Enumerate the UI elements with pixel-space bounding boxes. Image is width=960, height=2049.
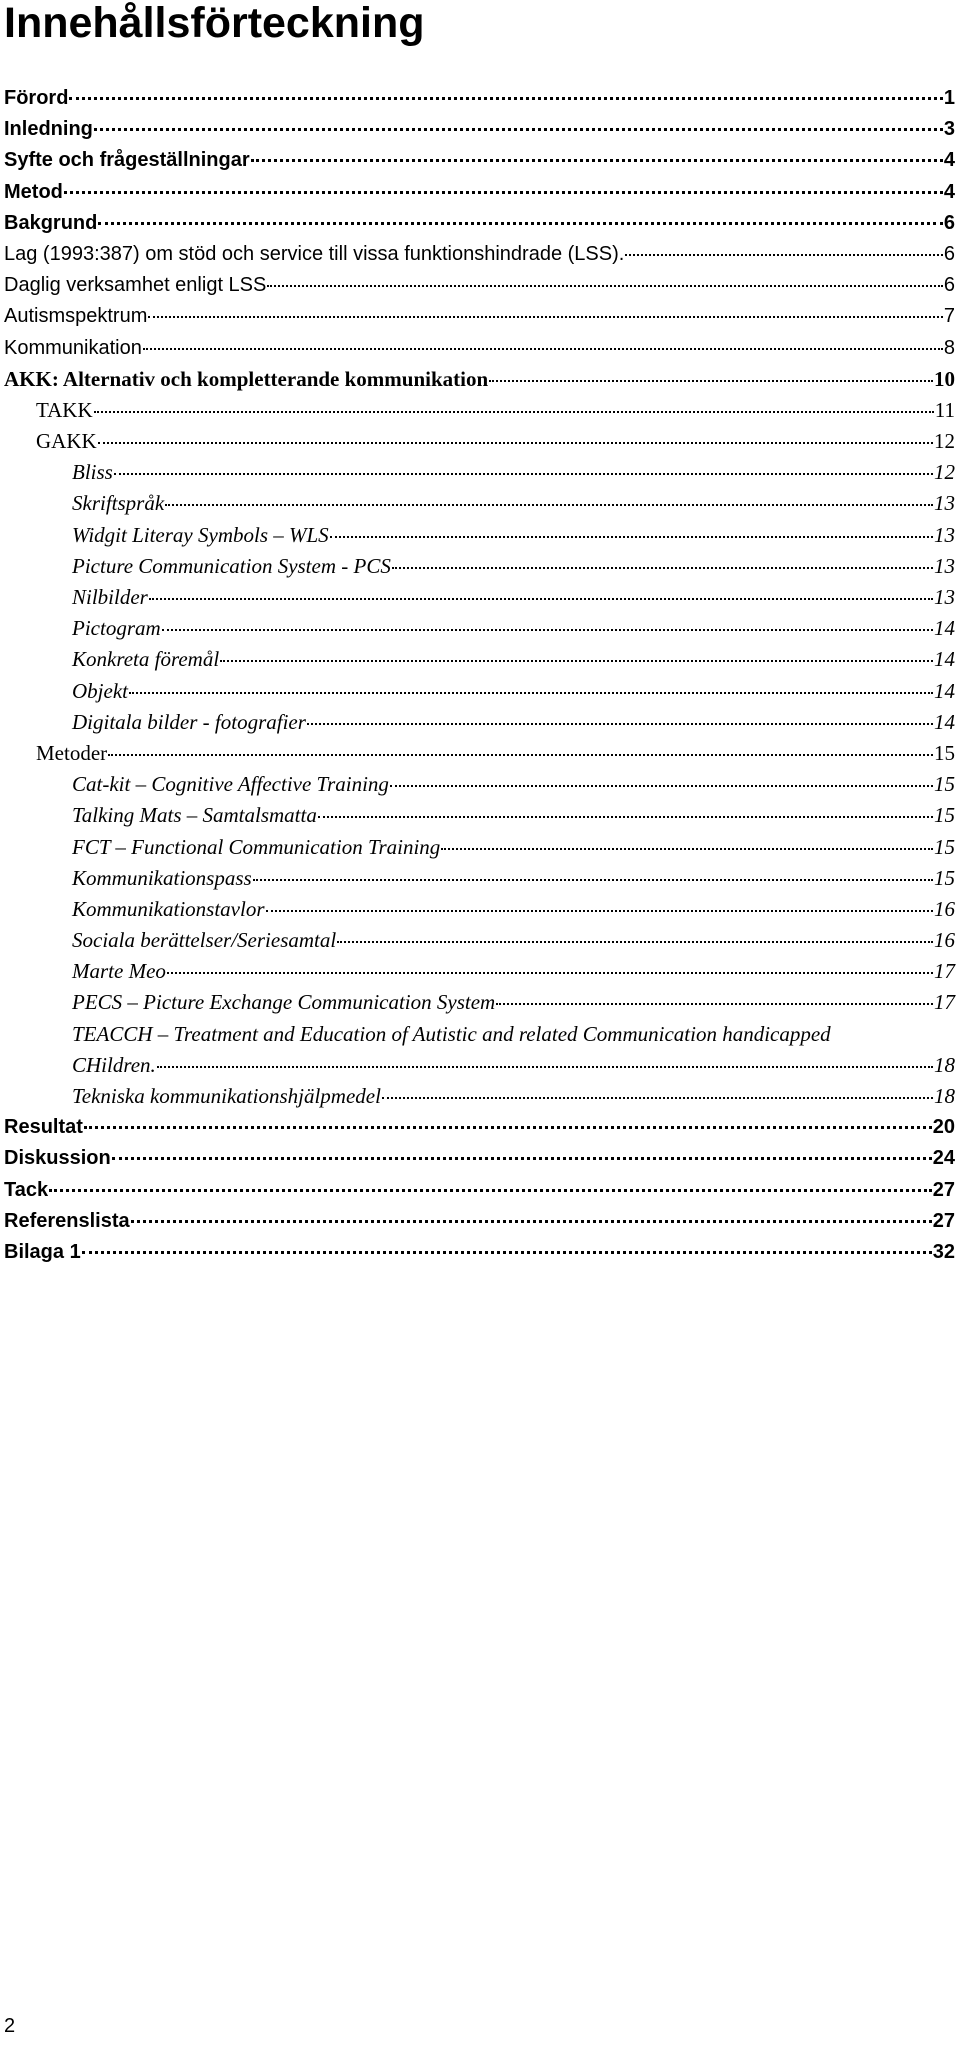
toc-entry-pecs[interactable]	[4, 987, 955, 1018]
toc-page: 13	[934, 553, 955, 578]
toc-page: 13	[934, 585, 955, 609]
dot-leader	[84, 1126, 932, 1129]
dot-leader	[307, 723, 933, 725]
toc-entry-forord[interactable]	[4, 83, 955, 114]
toc-entry-objekt[interactable]	[4, 676, 955, 707]
toc-page: 14	[934, 709, 955, 734]
toc-page: 7	[943, 305, 955, 328]
toc-label: Sociala berättelser/Seriesamtal	[72, 928, 337, 953]
toc-page: 11	[934, 397, 955, 422]
dot-leader	[382, 1097, 933, 1099]
toc-entry-metod[interactable]	[4, 177, 955, 208]
toc-entry-inledning[interactable]	[4, 114, 955, 145]
toc-page: 4	[943, 149, 955, 172]
toc-label: Daglig verksamhet enligt LSS	[4, 274, 267, 297]
toc-label: Kommunikationspass	[72, 865, 252, 890]
dot-leader	[165, 504, 933, 506]
toc-entry-nilbilder[interactable]	[4, 582, 955, 613]
dot-leader	[131, 1220, 932, 1223]
dot-leader	[266, 910, 934, 912]
toc-label: Kommunikation	[4, 336, 142, 359]
dot-leader	[496, 1003, 933, 1005]
toc-entry-metoder[interactable]	[4, 738, 955, 769]
toc-label: AKK: Alternativ och kompletterande kommunikation	[4, 366, 489, 391]
toc-page: 12	[934, 460, 955, 485]
toc-label: GAKK	[36, 429, 97, 454]
dot-leader	[98, 442, 933, 444]
toc-entry-skriftsprak[interactable]	[4, 488, 955, 519]
toc-entry-marte-meo[interactable]	[4, 956, 955, 987]
dot-leader	[64, 191, 943, 194]
toc-label-continued: CHildren.	[72, 1052, 156, 1077]
toc-page: 16	[934, 896, 955, 921]
toc-label: Talking Mats – Samtalsmatta	[72, 803, 317, 828]
toc-page: 20	[932, 1116, 955, 1139]
dot-leader	[98, 222, 943, 225]
toc-label: Marte Meo	[72, 959, 166, 984]
toc-page: 15	[934, 803, 955, 828]
toc-page: 32	[932, 1240, 955, 1263]
toc-label: FCT – Functional Communication Training	[72, 834, 441, 859]
toc-page: 1	[943, 87, 955, 109]
toc-label: Metod	[4, 180, 63, 203]
toc-label: Bilaga 1	[4, 1240, 81, 1263]
dot-leader	[390, 785, 933, 787]
dot-leader	[253, 879, 933, 881]
toc-entry-lag-lss[interactable]	[4, 239, 955, 270]
toc-label: TAKK	[36, 397, 93, 422]
toc-entry-daglig-verksamhet[interactable]	[4, 270, 955, 301]
page-number: 2	[4, 2015, 16, 2037]
toc-page: 8	[943, 336, 955, 359]
toc-label: Skriftspråk	[72, 491, 165, 516]
toc-page: 14	[934, 678, 955, 703]
toc-entry-resultat[interactable]	[4, 1112, 955, 1143]
toc-label: Diskussion	[4, 1147, 111, 1170]
toc-label: Lag (1993:387) om stöd och service till vissa funktionshindrade (LSS).	[4, 242, 625, 265]
toc-page: 27	[932, 1209, 955, 1232]
toc-page: 6	[943, 274, 955, 297]
toc-entry-pictogram[interactable]	[4, 613, 955, 644]
toc-label: Syfte och frågeställningar	[4, 149, 250, 172]
toc-label: Kommunikationstavlor	[72, 896, 265, 921]
toc-entry-sociala-berattelser[interactable]	[4, 925, 955, 956]
toc-page: 4	[943, 180, 955, 203]
toc-label: Autismspektrum	[4, 305, 148, 328]
toc-page: 15	[934, 740, 955, 765]
toc-entry-fct[interactable]	[4, 832, 955, 863]
toc-label: Metoder	[36, 740, 108, 765]
toc-page: 15	[934, 834, 955, 859]
toc-page: 3	[943, 118, 955, 141]
toc-entry-bakgrund[interactable]	[4, 208, 955, 239]
toc-label: Resultat	[4, 1116, 83, 1139]
toc-page: 17	[934, 959, 955, 984]
toc-entry-talking-mats[interactable]	[4, 800, 955, 831]
toc-entry-widgit[interactable]	[4, 520, 955, 551]
dot-leader	[82, 1251, 932, 1254]
dot-leader	[49, 1189, 932, 1192]
dot-leader	[114, 473, 933, 475]
toc-page: 14	[934, 647, 955, 672]
toc-page: 10	[934, 366, 955, 391]
toc-page: 18	[934, 1084, 955, 1109]
toc-entry-autismspektrum[interactable]	[4, 301, 955, 332]
toc-entry-takk[interactable]	[4, 395, 955, 426]
toc-label: Pictogram	[72, 616, 161, 641]
toc-entry-kommunikationstavlor[interactable]	[4, 894, 955, 925]
dot-leader	[318, 816, 933, 818]
toc-label: Nilbilder	[72, 585, 148, 609]
dot-leader	[129, 692, 933, 694]
toc-label: Bliss	[72, 460, 113, 485]
toc-entry-tack[interactable]	[4, 1175, 955, 1206]
toc-page: 6	[943, 211, 955, 234]
toc-entry-kommunikationspass[interactable]	[4, 863, 955, 894]
toc-label: PECS – Picture Exchange Communication System	[72, 990, 496, 1015]
toc-label: Inledning	[4, 118, 93, 141]
toc-page: 12	[934, 429, 955, 454]
toc-page: 18	[934, 1052, 955, 1077]
toc-entry-akk[interactable]	[4, 364, 955, 395]
toc-entry-diskussion[interactable]	[4, 1143, 955, 1174]
dot-leader	[441, 848, 933, 850]
toc-label: Widgit Literay Symbols – WLS	[72, 522, 329, 547]
toc-page: 14	[934, 616, 955, 641]
toc-label: Tekniska kommunikationshjälpmedel	[72, 1084, 381, 1109]
dot-leader	[162, 629, 933, 631]
toc-page: 13	[934, 522, 955, 547]
toc-label: Digitala bilder - fotografier	[72, 709, 306, 734]
toc-label: Referenslista	[4, 1209, 130, 1232]
table-of-contents	[4, 83, 955, 1268]
toc-entry-gakk[interactable]	[4, 426, 955, 457]
toc-entry-tekniska-hjalpmedel[interactable]	[4, 1081, 955, 1112]
toc-page: 16	[934, 928, 955, 953]
toc-entry-bliss[interactable]	[4, 457, 955, 488]
toc-label: Objekt	[72, 678, 128, 703]
dot-leader	[625, 254, 943, 256]
toc-label: Tack	[4, 1178, 49, 1201]
dot-leader	[337, 941, 933, 943]
dot-leader	[148, 316, 943, 318]
dot-leader	[149, 598, 933, 600]
dot-leader	[330, 536, 933, 538]
toc-page: 15	[934, 865, 955, 890]
toc-label: Konkreta föremål	[72, 647, 220, 672]
toc-page: 15	[934, 772, 955, 797]
dot-leader	[94, 411, 934, 413]
toc-entry-syfte[interactable]	[4, 145, 955, 176]
dot-leader	[267, 285, 943, 287]
toc-page: 27	[932, 1178, 955, 1201]
dot-leader	[251, 159, 943, 162]
dot-leader	[167, 972, 933, 974]
dot-leader	[94, 128, 943, 131]
toc-label: Picture Communication System - PCS	[72, 553, 391, 578]
toc-entry-pcs[interactable]	[4, 551, 955, 582]
dot-leader	[143, 348, 943, 350]
page-title: Innehållsförteckning	[4, 0, 425, 47]
dot-leader	[108, 754, 933, 756]
toc-entry-kommunikation[interactable]	[4, 333, 955, 364]
toc-entry-bilaga-1[interactable]	[4, 1237, 955, 1268]
dot-leader	[392, 567, 933, 569]
dot-leader	[112, 1157, 932, 1160]
toc-entry-konkreta-foremal[interactable]	[4, 644, 955, 675]
toc-page: 13	[934, 491, 955, 516]
dot-leader	[69, 97, 942, 100]
dot-leader	[220, 660, 933, 662]
dot-leader	[489, 380, 933, 382]
toc-page: 6	[943, 242, 955, 265]
toc-entry-digitala-bilder[interactable]	[4, 707, 955, 738]
toc-entry-referenslista[interactable]	[4, 1206, 955, 1237]
toc-entry-cat-kit[interactable]	[4, 769, 955, 800]
dot-leader	[157, 1066, 933, 1068]
toc-label: TEACCH – Treatment and Education of Autistic and related Communication handicapped	[72, 1021, 831, 1046]
toc-label: Förord	[4, 87, 69, 109]
toc-label: Cat-kit – Cognitive Affective Training	[72, 772, 389, 797]
toc-page: 17	[934, 990, 955, 1015]
toc-label: Bakgrund	[4, 211, 98, 234]
toc-page: 24	[932, 1147, 955, 1170]
toc-entry-teacch[interactable]	[4, 1019, 955, 1081]
